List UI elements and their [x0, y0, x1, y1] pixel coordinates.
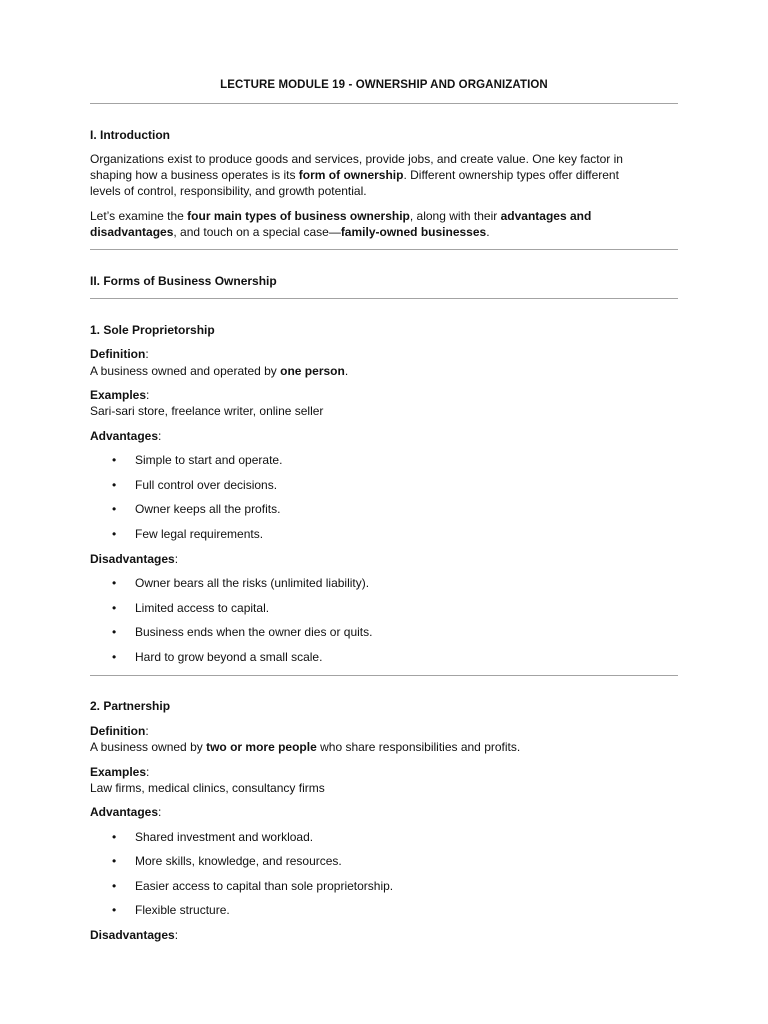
intro-paragraph-1-line-1: Organizations exist to produce goods and services, provide jobs, and create value. One key factor in	[90, 152, 623, 166]
sole-definition-text: A business owned and operated by one person.	[90, 364, 349, 378]
partnership-disadvantages-label: Disadvantages:	[90, 928, 179, 942]
page-title: LECTURE MODULE 19 - OWNERSHIP AND ORGANIZATION	[220, 79, 548, 91]
partnership-definition-text: A business owned by two or more people who share responsibilities and profits.	[90, 740, 521, 754]
subsection-heading-partnership: 2. Partnership	[90, 699, 171, 713]
divider	[90, 675, 678, 676]
intro-paragraph-1-line-2: shaping how a business operates is its form of ownership. Different ownership types offer different	[90, 168, 619, 182]
partnership-definition-label: Definition:	[90, 724, 149, 738]
section-heading-forms: II. Forms of Business Ownership	[90, 274, 277, 288]
partnership-advantages-label: Advantages:	[90, 805, 162, 819]
intro-paragraph-2-line-1: Let’s examine the four main types of business ownership, along with their advantages and	[90, 209, 592, 223]
sole-advantages-label: Advantages:	[90, 429, 162, 443]
partnership-examples-label: Examples:	[90, 765, 150, 779]
divider	[90, 249, 678, 250]
divider	[90, 103, 678, 104]
intro-paragraph-2-line-2: disadvantages, and touch on a special case—family-owned businesses.	[90, 225, 490, 239]
intro-paragraph-1-line-3: levels of control, responsibility, and growth potential.	[90, 184, 367, 198]
divider	[90, 298, 678, 299]
section-heading-introduction: I. Introduction	[90, 128, 170, 142]
subsection-heading-sole-proprietorship: 1. Sole Proprietorship	[90, 323, 215, 337]
sole-examples-text: Sari-sari store, freelance writer, online seller	[90, 404, 324, 418]
sole-definition-label: Definition:	[90, 347, 149, 361]
sole-disadvantages-label: Disadvantages:	[90, 552, 179, 566]
partnership-examples-text: Law firms, medical clinics, consultancy firms	[90, 781, 325, 795]
sole-examples-label: Examples:	[90, 388, 150, 402]
